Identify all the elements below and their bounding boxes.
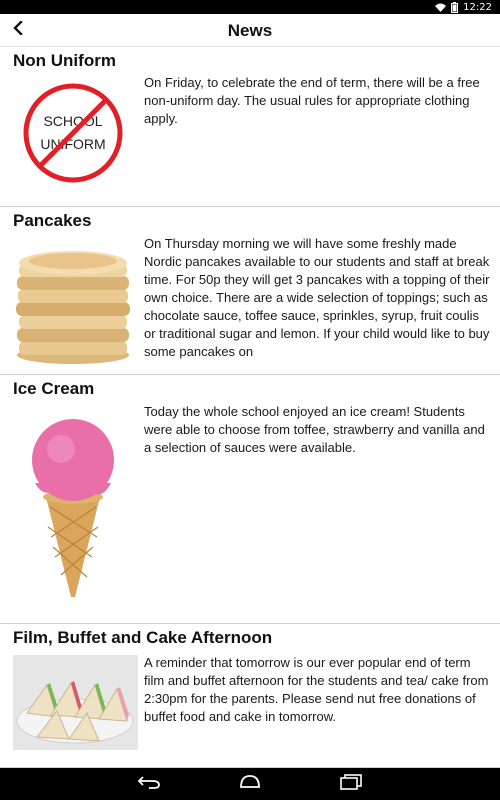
nav-recents-button[interactable] xyxy=(331,772,371,796)
news-title: Ice Cream xyxy=(13,379,95,398)
app-header xyxy=(0,14,500,47)
news-title: Film, Buffet and Cake Afternoon xyxy=(13,628,273,647)
news-item-pancakes[interactable] xyxy=(0,207,500,375)
image-text-line2: UNIFORM xyxy=(40,136,106,152)
nav-home-icon xyxy=(239,775,261,794)
wifi-icon xyxy=(435,3,446,12)
news-list[interactable] xyxy=(0,47,500,768)
nav-back-icon xyxy=(137,775,161,794)
battery-icon xyxy=(451,2,458,13)
status-time: 12:22 xyxy=(463,1,492,13)
news-body: A reminder that tomorrow is our ever popular end of term film and buffet afternoon for the students and tea/ cake from 2:30pm for the parents. Please send nut free donations of buffet food and cake in tomorrow. xyxy=(144,655,489,724)
news-body: Today the whole school enjoyed an ice cream! Students were able to choose from toffee, strawberry and vanilla and a selection of sauces were available. xyxy=(144,404,485,455)
news-item-film-buffet-cake[interactable] xyxy=(0,624,500,768)
news-body: On Friday, to celebrate the end of term, there will be a free non-uniform day. The usual rules for appropriate clothing apply. xyxy=(144,75,480,126)
image-text-line1: SCHOOL xyxy=(43,113,103,129)
nav-back-button[interactable] xyxy=(129,772,169,796)
nav-home-button[interactable] xyxy=(230,772,270,796)
news-item-ice-cream[interactable] xyxy=(0,375,500,624)
nav-recents-icon xyxy=(340,774,362,795)
news-item-non-uniform[interactable] xyxy=(0,47,500,207)
system-nav-bar xyxy=(0,768,500,800)
news-body: On Thursday morning we will have some freshly made Nordic pancakes available to our students and staff at break time. For 50p they will get 3 pancakes with a topping of their own choice. There are a wide selection of toppings; such as chocolate sauce, toffee sauce, sprinkles, syrup, fruit coulis or traditional sugar and lemon. If your child would like to buy some pancakes on xyxy=(144,236,490,359)
status-bar xyxy=(0,0,500,14)
sandwiches-image xyxy=(13,655,138,750)
ice-cream-image xyxy=(13,405,133,601)
news-title: Pancakes xyxy=(13,211,92,230)
pancakes-image xyxy=(13,237,133,367)
page-title: News xyxy=(227,21,273,40)
no-uniform-image xyxy=(13,74,133,192)
news-title: Non Uniform xyxy=(13,51,116,70)
status-icons xyxy=(435,0,492,14)
